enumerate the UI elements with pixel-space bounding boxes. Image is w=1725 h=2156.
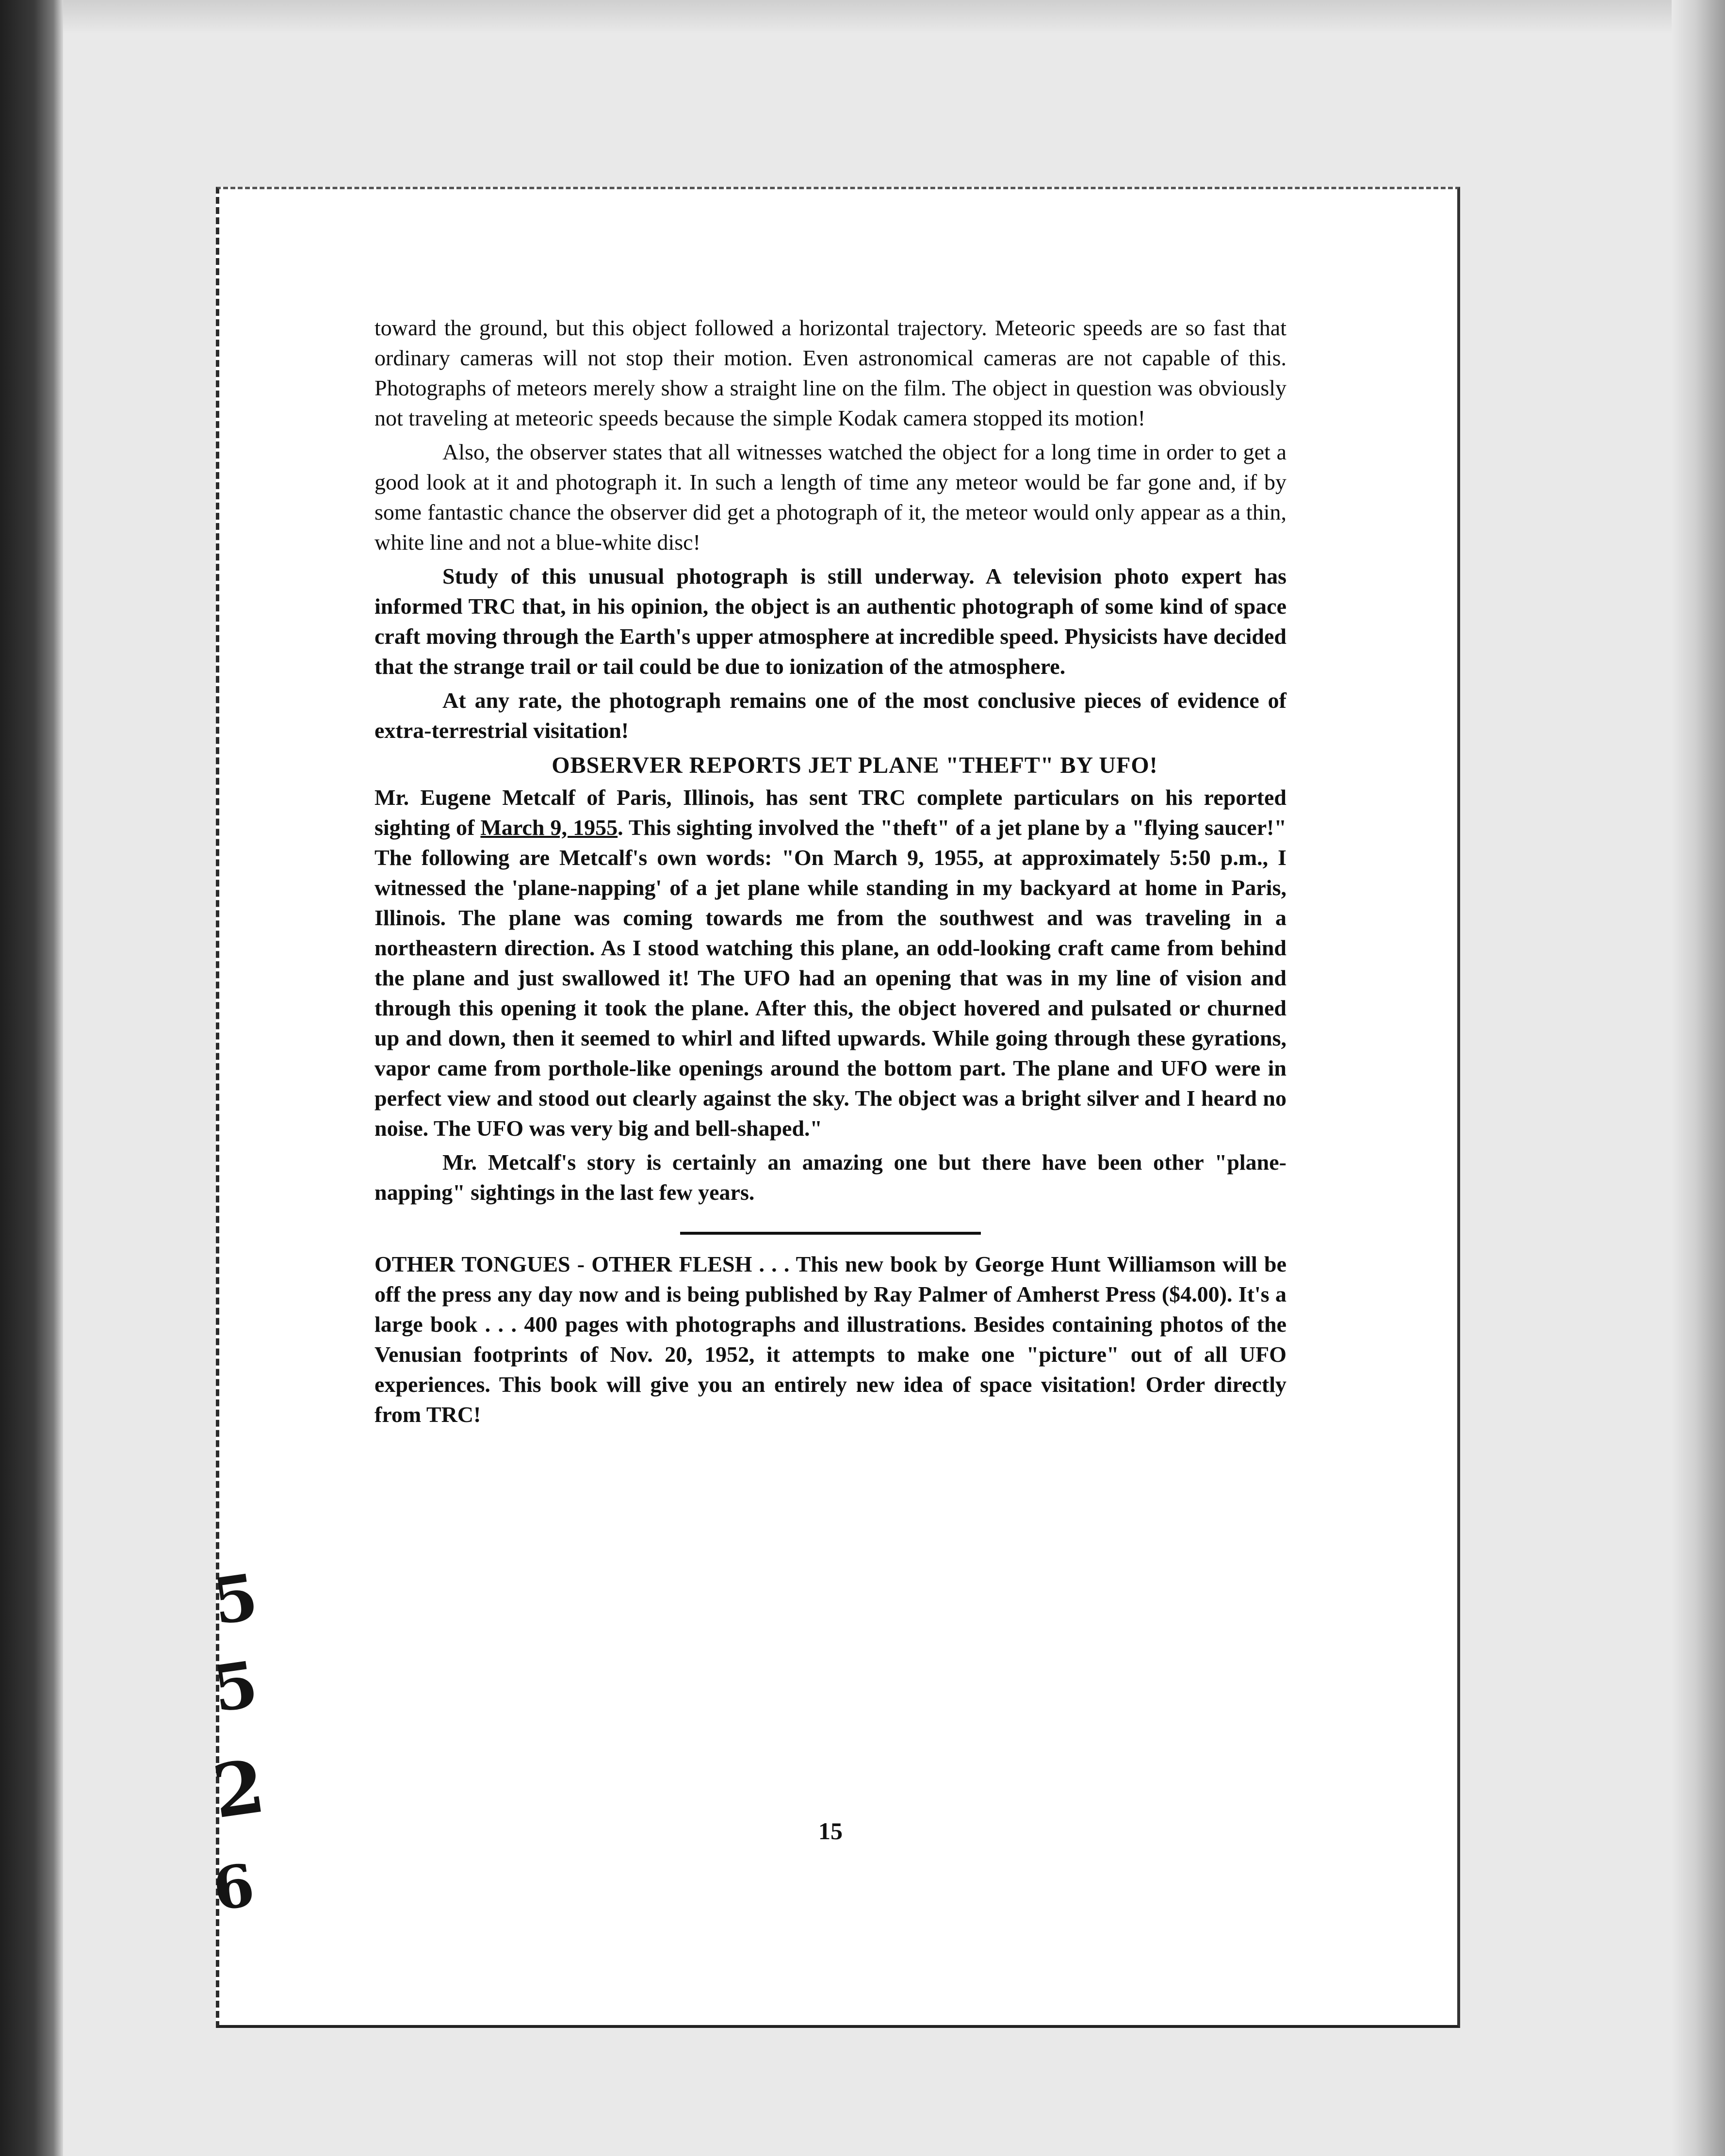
stamp-mark: 6 xyxy=(209,1850,259,1925)
scan-edge-right xyxy=(1672,0,1725,2156)
stamp-mark: 5 xyxy=(208,1647,262,1727)
page-number: 15 xyxy=(818,1817,843,1845)
paragraph-book-notice: OTHER TONGUES - OTHER FLESH . . . This new book by George Hunt Williamson will be off the press any day now and is being published by Ray Palmer of Amherst Press ($4.00). It's a large book . . . 400 pages with photographs and illustrations. Besides containing photos of the Venusian footprints of Nov. 20, 1952, it attempts to make one "picture" out of all UFO experiences. This book will give you an entirely new idea of space visitation! Order directly from TRC! xyxy=(374,1252,1286,1427)
stamp-mark: 5 xyxy=(208,1559,262,1639)
paragraph-witnesses: Also, the observer states that all witnesses watched the object for a long time in order to get a good look at it and photograph it. In such a length of time any meteor would be far gone and, if by some fantastic chance the observer did get a photograph of it, the meteor would only appear as a thin, white line and not a blue-white disc! xyxy=(374,440,1286,555)
scan-edge-top xyxy=(63,0,1672,34)
report-body: . This sighting involved the "theft" of a jet plane by a "flying saucer!" The following are Metcalf's own words: "On March 9, 1955, at approximately 5:50 p.m., I witnessed the 'plane-napping' of a jet plane while standing in my backyard at home in Paris, Illinois. The plane was coming towards me from the southwest and was traveling in a northeastern direction. As I stood watching this plane, an odd-looking craft came from behind the plane and just swallowed it! The UFO had an opening that was in my line of vision and through this opening it took the plane. After this, the object hovered and pulsated or churned up and down, then it seemed to whirl and lifted upwards. While going through these gyrations, vapor came from porthole-like openings around the bottom part. The plane and UFO were in perfect view and stood out clearly against the sky. The object was a bright silver and I heard no noise. The UFO was very big and bell-shaped." xyxy=(374,815,1286,1141)
article-text xyxy=(374,313,1286,1434)
report-intro: Mr. Eugene Metcalf of Paris, Illinois, has sent TRC complete particulars on his reported sighting of xyxy=(374,785,1286,840)
stamp-mark: 2 xyxy=(208,1743,270,1835)
paragraph-closing: Mr. Metcalf's story is certainly an amazing one but there have been other "plane-napping" sightings in the last few years. xyxy=(374,1150,1286,1205)
printed-page xyxy=(216,187,1460,2028)
section-divider xyxy=(680,1232,981,1235)
paragraph-photo-study: Study of this unusual photograph is still underway. A television photo expert has informed TRC that, in his opinion, the object is an authentic photograph of some kind of space craft moving through the Earth's upper atmosphere at incredible speed. Physicists have decided that the strange trail or tail could be due to ionization of the atmosphere. xyxy=(374,564,1286,679)
paragraph-metcalf-report xyxy=(374,783,1286,1143)
section-heading: OBSERVER REPORTS JET PLANE "THEFT" BY UFO! xyxy=(552,752,1158,778)
scan-edge-left xyxy=(0,0,63,2156)
paragraph-meteor-trajectory: toward the ground, but this object followed a horizontal trajectory. Meteoric speeds are so fast that ordinary cameras will not stop their motion. Even astronomical cameras are not capable of this. Photographs of meteors merely show a straight line on the film. The object in question was obviously not traveling at meteoric speeds because the simple Kodak camera stopped its motion! xyxy=(374,315,1286,430)
report-date: March 9, 1955 xyxy=(480,815,618,840)
paragraph-conclusion: At any rate, the photograph remains one of the most conclusive pieces of evidence of extra-terrestrial visitation! xyxy=(374,688,1286,743)
